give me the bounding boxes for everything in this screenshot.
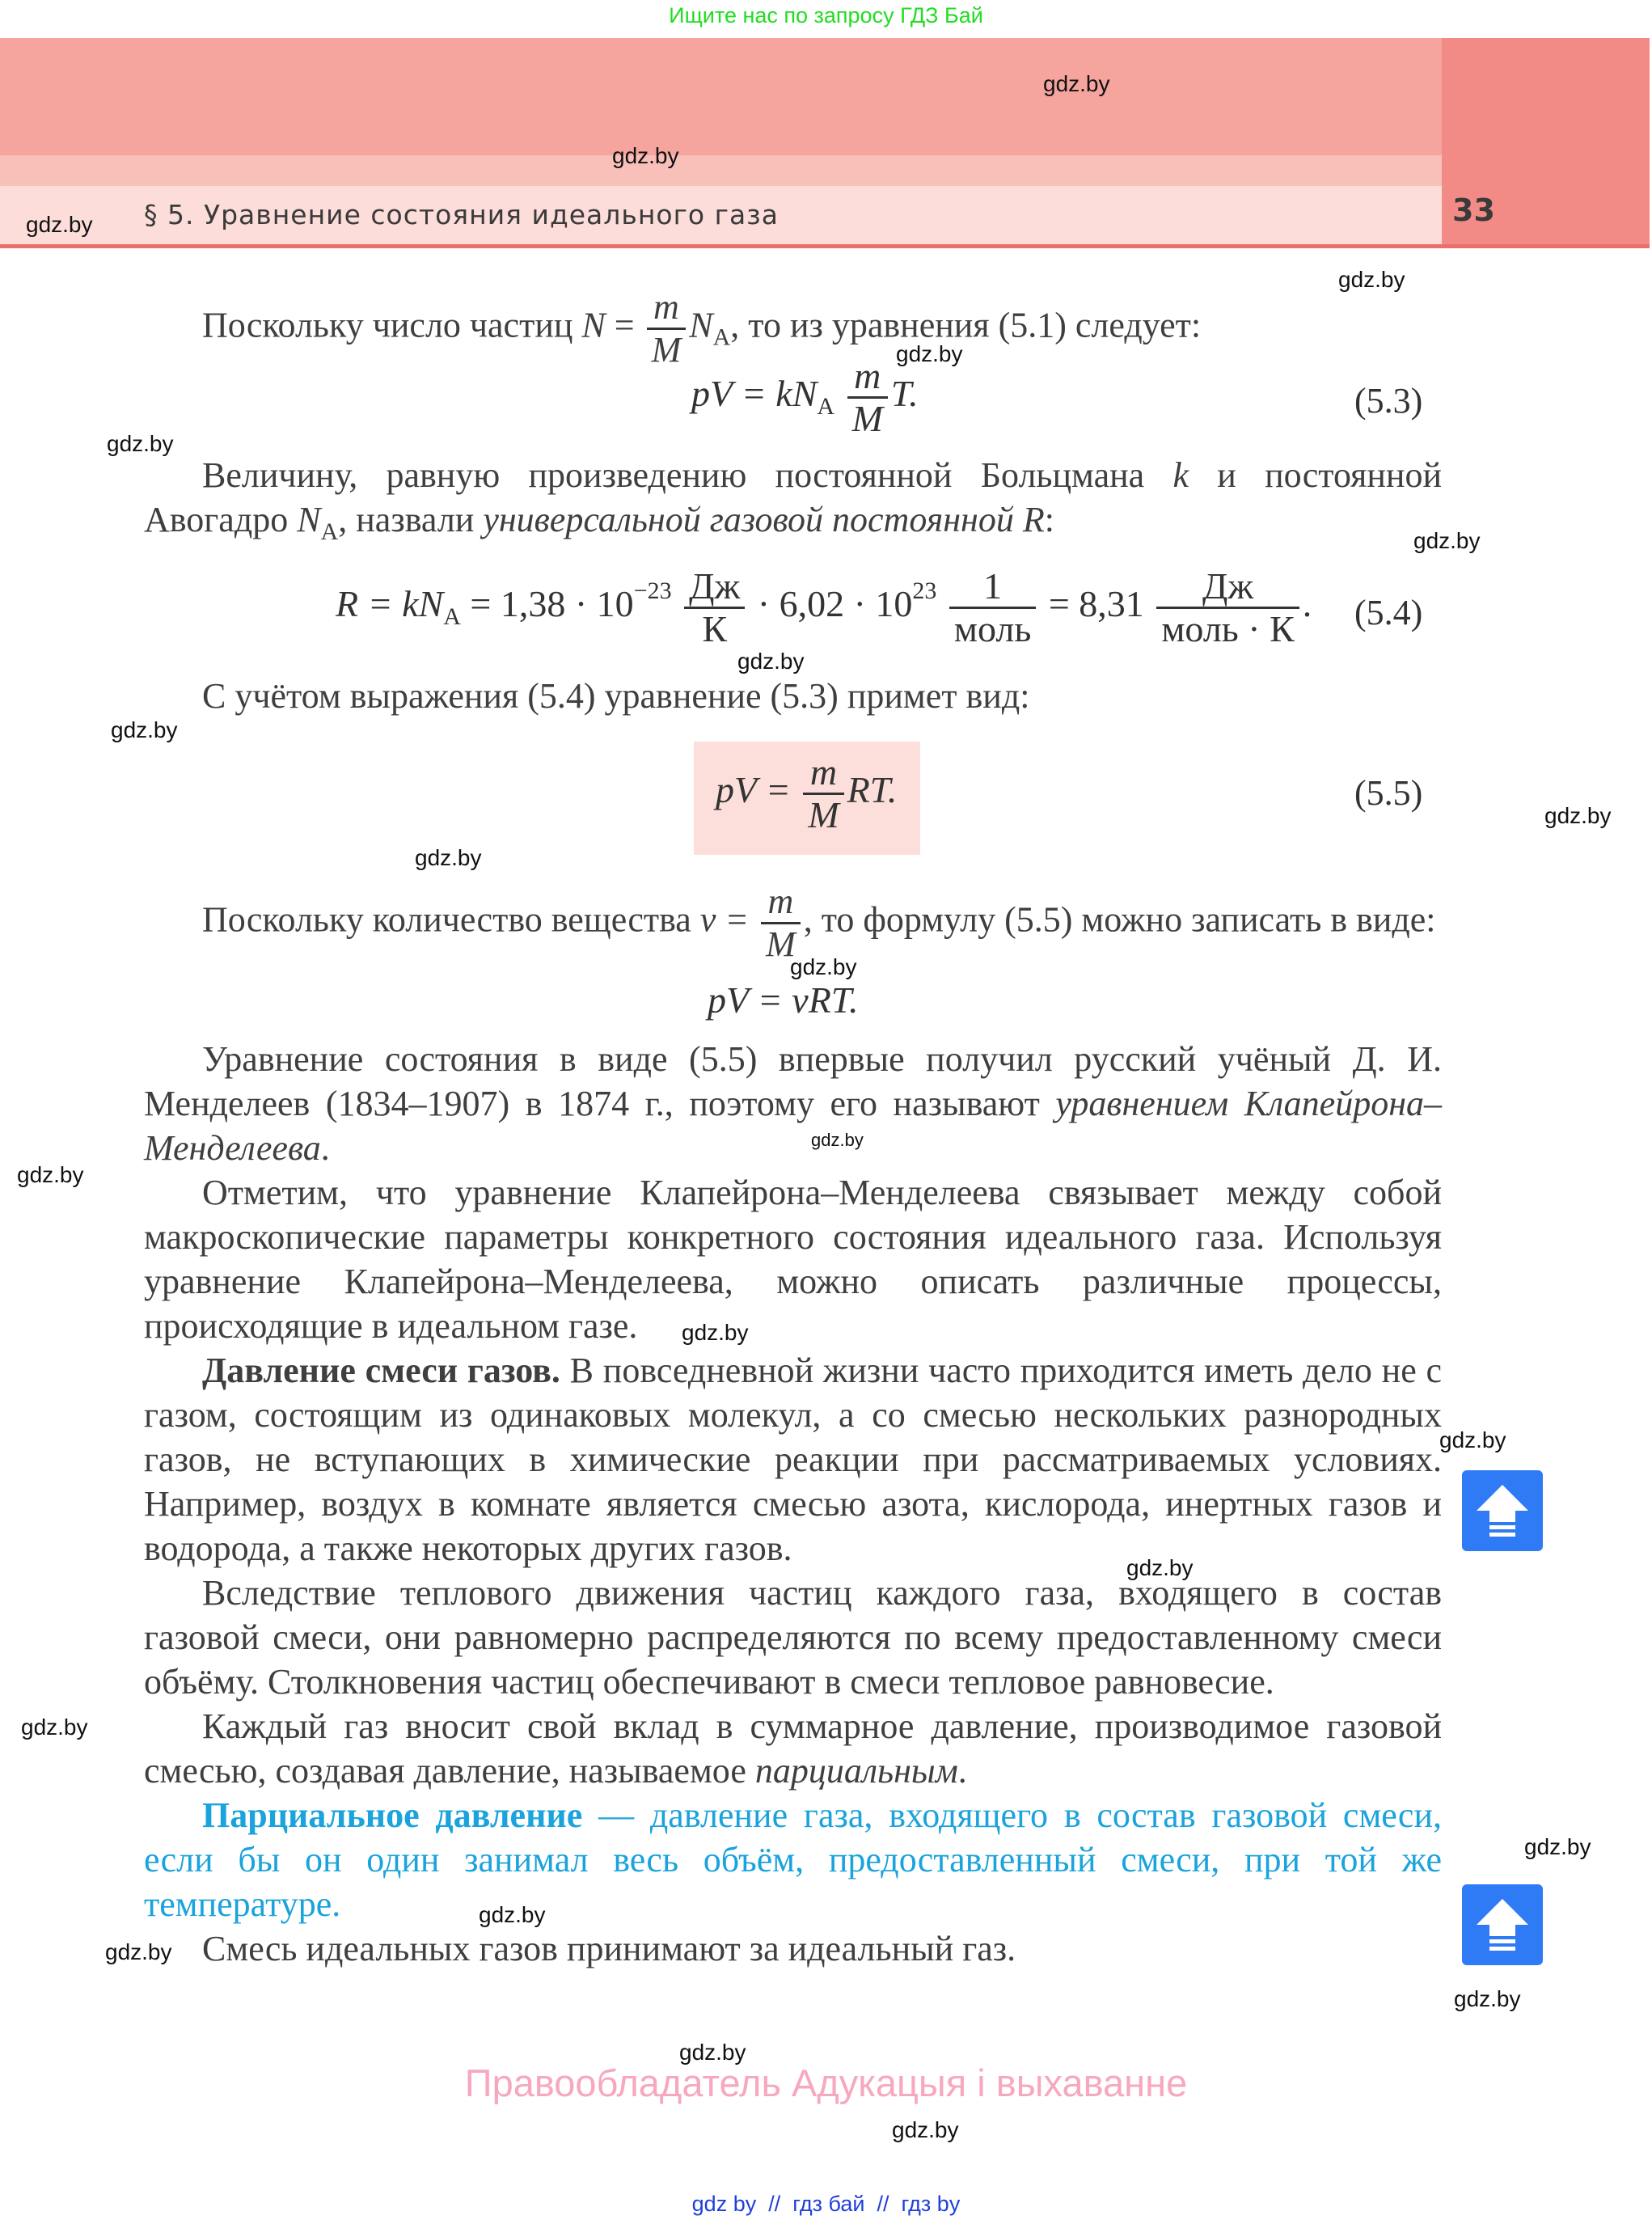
text: Поскольку число частиц [202, 305, 573, 345]
watermark: gdz.by [1439, 1427, 1506, 1452]
header-band-mid [0, 155, 1442, 186]
term-partial: парциальным [754, 1751, 958, 1791]
watermark: gdz.by [682, 1320, 749, 1345]
equation-number-5-4: (5.4) [1354, 593, 1423, 632]
formula-N: N [581, 305, 606, 345]
subheading-gas-mixture-pressure: Давление смеси газов. [202, 1351, 560, 1390]
scroll-up-button[interactable] [1462, 1470, 1543, 1551]
paragraph-4: Поскольку количество вещества ν = $\frac{m}{M}$ , то формулу (5.5) можно записать в виде: [202, 882, 1436, 964]
watermark: gdz.by [1544, 803, 1612, 828]
watermark: gdz.by [612, 143, 679, 168]
term-universal-gas-constant: универсальной газовой постоянной R [483, 500, 1045, 539]
definition-term: Парциальное давление [202, 1795, 583, 1835]
watermark: gdz.by [1413, 528, 1481, 553]
watermark: gdz.by [1454, 1986, 1521, 2011]
watermark: gdz.by [737, 649, 805, 674]
watermark: gdz.by [105, 1939, 172, 1964]
watermark: gdz.by [1126, 1555, 1194, 1580]
term-clapeyron-mendeleev: уравнением Клапейрона–Менделеева [144, 1084, 1443, 1168]
top-banner: Ищите нас по запросу ГДЗ Бай [669, 3, 983, 27]
watermark: gdz.by [1338, 267, 1405, 292]
paragraph-5: Уравнение состояния в виде (5.5) впервые получил русский учёный Д. И. Менделеев (1834–1907) в 1874 г., поэтому его называют уравнением Клапейрона–Менделеева. [144, 1039, 1443, 1168]
copyright-notice: Правообладатель Адукацыя і выхаванне [464, 2061, 1188, 2104]
watermark: gdz.by [892, 2117, 959, 2142]
footer-separator: // [768, 2192, 781, 2216]
equation-number-5-3: (5.3) [1354, 381, 1423, 421]
watermark: gdz.by [811, 1130, 864, 1150]
equation-pV-nuRT: pV = νRT. [708, 979, 859, 1021]
watermark: gdz.by [111, 717, 178, 742]
paragraph-1: Поскольку число частиц N = $\frac{m}{M}$ $N_A$, то из уравнения (5.1) следует: [202, 287, 1202, 370]
paragraph-7: Давление смеси газов. В повседневной жизни часто приходится иметь дело не с газом, состоящим из одинаковых молекул, а со смесью нескольких разнородных газов, не вступающих в химические реакции при рассматриваемых условиях. Например, воздух в комнате является смесью азота, кислорода, инертных газов и водорода, а также некоторых других газов. [144, 1351, 1442, 1568]
watermark: gdz.by [415, 845, 482, 870]
equation-5-4: $R = kN_A = 1,38 \cdot 10^{-23}$ $\frac{Дж}{К}$ · $6,02 \cdot 10^{23}$ $\frac{1}{\text{моль}}$ = 8,31 $\frac{Дж}{\text{моль · К}}$ . [336, 565, 1312, 649]
watermark: gdz.by [26, 212, 93, 237]
watermark: gdz.by [790, 954, 857, 979]
footer-link-gdz-by-ru[interactable]: гдз by [901, 2192, 961, 2216]
paragraph-9: Каждый газ вносит свой вклад в суммарное давление, производимое газовой смесью, создавая давление, называемое парциальным. [144, 1706, 1442, 1791]
equation-5-3: pV = $kN_A$ $\frac{m}{M}$ T. [691, 355, 919, 439]
equation-number-5-5: (5.5) [1354, 773, 1423, 813]
footer-link-gdz-bai[interactable]: гдз бай [792, 2192, 865, 2216]
watermark: gdz.by [21, 1715, 88, 1740]
scroll-up-icon [1472, 1894, 1533, 1956]
watermark: gdz.by [17, 1162, 84, 1187]
scroll-up-icon [1472, 1480, 1533, 1541]
watermark: gdz.by [1524, 1834, 1591, 1859]
paragraph-3: С учётом выражения (5.4) уравнение (5.3) примет вид: [202, 676, 1030, 716]
paragraph-2: Величину, равную произведению постоянной Больцмана k и постоянной Авогадро $N_A$, назвали универсальной газовой постоянной R: [144, 455, 1442, 545]
watermark: gdz.by [479, 1902, 546, 1927]
watermark: gdz.by [896, 341, 963, 366]
footer-separator: // [877, 2192, 889, 2216]
watermark: gdz.by [679, 2040, 746, 2065]
page-number: 33 [1452, 192, 1495, 228]
scroll-up-button[interactable] [1462, 1884, 1543, 1965]
watermark: gdz.by [1043, 71, 1110, 96]
paragraph-6: Отметим, что уравнение Клапейрона–Менделеева связывает между собой макроскопические параметры конкретного состояния идеального газа. Используя уравнение Клапейрона–Менделеева, можно описать различные процессы, происходящие в идеальном газе. [144, 1173, 1442, 1346]
equation-5-5: pV = $\frac{m}{M}$ RT. [716, 751, 898, 835]
definition-partial-pressure: Парциальное давление — давление газа, входящего в состав газовой смеси, если бы он один занимал весь объём, предоставленный смеси, при той же температуре. [144, 1795, 1442, 1924]
section-title: § 5. Уравнение состояния идеального газа [144, 199, 779, 230]
watermark: gdz.by [107, 431, 174, 456]
paragraph-10: Смесь идеальных газов принимают за идеальный газ. [202, 1929, 1016, 1968]
paragraph-8: Вследствие теплового движения частиц каждого газа, входящего в состав газовой смеси, они равномерно распределяются по всему предоставленному смеси объёму. Столкновения частиц обеспечивают в смеси тепловое равновесие. [144, 1573, 1442, 1702]
footer-link-gdz-by[interactable]: gdz by [691, 2192, 757, 2216]
fraction-m-over-M: $\frac{m}{M}$ [647, 287, 687, 370]
header-band-dark [0, 38, 1442, 155]
footer-links [0, 2192, 1652, 2217]
header-divider [0, 244, 1650, 248]
